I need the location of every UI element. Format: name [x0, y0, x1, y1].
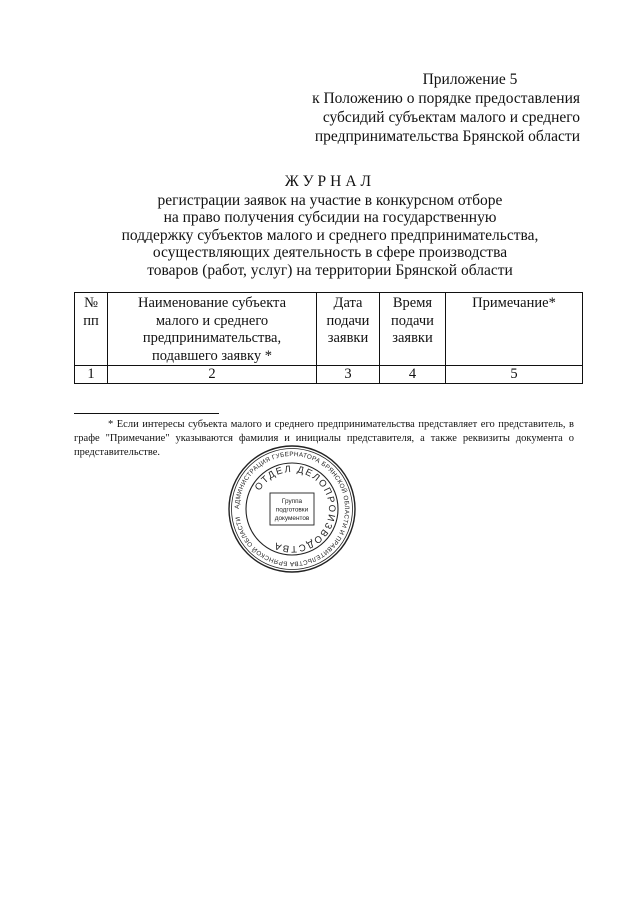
header-text: заявки [327, 330, 369, 346]
header-cell-time [380, 293, 446, 366]
stamp-seal-icon [226, 443, 358, 575]
appendix-line: субсидий субъектам малого и среднего [322, 109, 580, 126]
header-text: предпринимательства, [142, 330, 282, 346]
header-text: Примечание* [472, 295, 556, 311]
appendix-line: Приложение 5 [422, 71, 518, 88]
footnote-text: * Если интересы субъекта малого и среднего предпринимательства представляет его представитель, в графе "Примечание" указываются фамилия и инициалы представителя, а также реквизиты документа о представительстве. [74, 419, 574, 458]
number-cell: 2 [108, 366, 317, 384]
stamp-center-line: документов [274, 515, 310, 522]
stamp-inner-text: ОТДЕЛ ДЕЛОПРОИЗВОДСТВА [252, 463, 338, 555]
header-text: подачи [326, 312, 370, 329]
header-text: Наименование субъекта [137, 295, 287, 311]
header-text: малого и среднего [155, 312, 269, 329]
title-line: поддержку субъектов малого и среднего предпринимательства, [121, 226, 539, 244]
header-text: подавшего заявку * [152, 347, 272, 364]
footnote-divider [74, 413, 219, 414]
registration-table [74, 292, 583, 384]
header-cell-note [446, 293, 583, 366]
title-line: осуществляющих деятельность в сфере производства [152, 244, 508, 261]
table-number-row [75, 366, 583, 384]
header-cell-date [317, 293, 380, 366]
title-line: товаров (работ, услуг) на территории Брянской области [147, 261, 513, 279]
appendix-line: предпринимательства Брянской области [314, 128, 580, 145]
appendix-header [290, 70, 580, 146]
number-cell: 5 [446, 366, 583, 384]
header-cell-name [108, 293, 317, 366]
stamp-center-line: Группа [281, 498, 303, 505]
number-cell: 3 [317, 366, 380, 384]
table-header-row [75, 293, 583, 366]
appendix-line: к Положению о порядке предоставления [312, 90, 580, 107]
header-text: пп [83, 312, 99, 329]
header-text: № [84, 295, 98, 311]
header-text: подачи [391, 312, 434, 329]
document-title [60, 173, 600, 279]
title-line: регистрации заявок на участие в конкурсном отборе [157, 191, 503, 209]
title-journal: ЖУРНАЛ [284, 173, 376, 190]
stamp-outer-text: АДМИНИСТРАЦИЯ ГУБЕРНАТОРА БРЯНСКОЙ ОБЛАСТИ И ПРАВИТЕЛЬСТВА БРЯНСКОЙ ОБЛАСТИ [233, 450, 351, 568]
header-text: Дата [333, 295, 363, 311]
header-text: Время [392, 295, 433, 311]
header-cell-number [75, 293, 108, 366]
office-stamp [226, 443, 358, 575]
number-cell: 4 [380, 366, 446, 384]
stamp-center-line: подготовки [275, 506, 309, 514]
title-line: на право получения субсидии на государственную [163, 209, 497, 226]
number-cell: 1 [75, 366, 108, 384]
header-text: заявки [392, 330, 433, 346]
